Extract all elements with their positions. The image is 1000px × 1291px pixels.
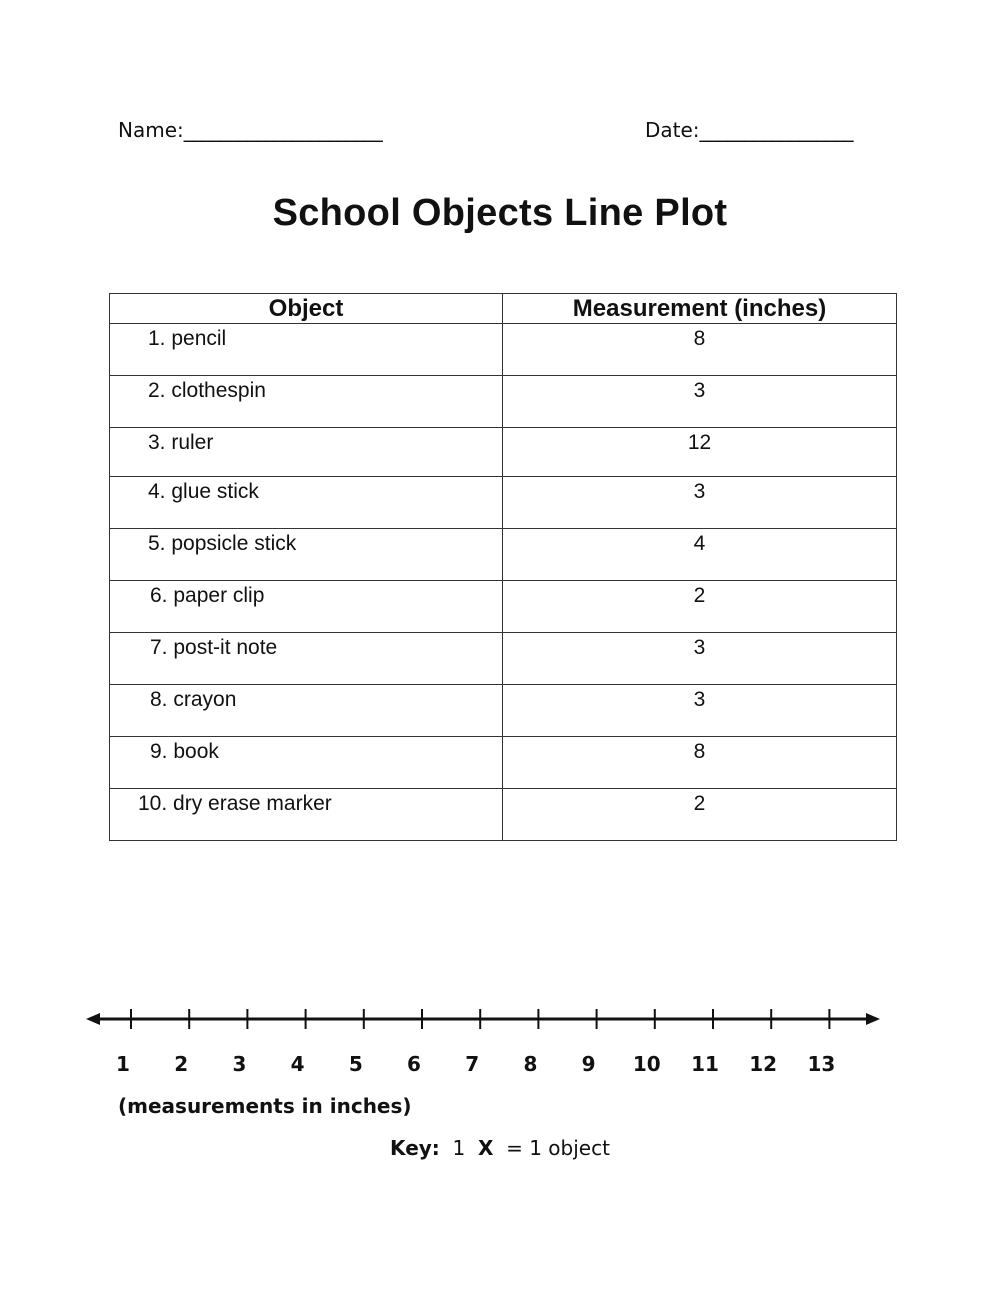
date-label: Date: xyxy=(645,118,700,142)
page-title: School Objects Line Plot xyxy=(272,192,728,234)
name-field[interactable] xyxy=(118,118,382,142)
right-arrow-icon xyxy=(866,1013,880,1025)
object-cell: 5. popsicle stick xyxy=(110,529,503,581)
axis-label: (measurements in inches) xyxy=(118,1094,412,1118)
tick-label-4: 4 xyxy=(290,1052,305,1076)
measurement-cell: 3 xyxy=(503,477,897,529)
object-cell: 10. dry erase marker xyxy=(110,789,503,841)
measurement-cell: 2 xyxy=(503,581,897,633)
object-cell: 3. ruler xyxy=(110,428,503,477)
tick-label-9: 9 xyxy=(581,1052,596,1076)
table-row xyxy=(110,789,897,841)
object-cell: 1. pencil xyxy=(110,324,503,376)
measurement-cell: 3 xyxy=(503,376,897,428)
table-row xyxy=(110,529,897,581)
key-count: 1 xyxy=(452,1136,466,1160)
header-measurement: Measurement (inches) xyxy=(503,294,897,324)
table-row xyxy=(110,324,897,376)
tick-label-8: 8 xyxy=(523,1052,538,1076)
tick-label-12: 12 xyxy=(749,1052,778,1076)
table-row xyxy=(110,737,897,789)
tick-label-11: 11 xyxy=(691,1052,719,1076)
plot-key xyxy=(0,1136,1000,1160)
tick-label-6: 6 xyxy=(407,1052,421,1076)
object-cell: 9. book xyxy=(110,737,503,789)
measurement-cell: 8 xyxy=(503,737,897,789)
table-row xyxy=(110,376,897,428)
table-row xyxy=(110,428,897,477)
number-line xyxy=(0,990,1000,1090)
tick-label-3: 3 xyxy=(232,1052,247,1076)
tick-label-13: 13 xyxy=(807,1052,836,1076)
object-cell: 8. crayon xyxy=(110,685,503,737)
measurement-cell: 2 xyxy=(503,789,897,841)
object-cell: 6. paper clip xyxy=(110,581,503,633)
tick-label-7: 7 xyxy=(465,1052,480,1076)
date-field[interactable] xyxy=(645,118,853,142)
measurement-cell: 3 xyxy=(503,633,897,685)
left-arrow-icon xyxy=(86,1013,100,1025)
measurement-cell: 8 xyxy=(503,324,897,376)
object-cell: 2. clothespin xyxy=(110,376,503,428)
tick-label-1: 1 xyxy=(116,1052,130,1076)
key-label: Key: xyxy=(390,1136,440,1160)
table-row xyxy=(110,581,897,633)
measurement-cell: 12 xyxy=(503,428,897,477)
tick-label-10: 10 xyxy=(632,1052,661,1076)
measurement-table xyxy=(109,293,897,841)
object-cell: 4. glue stick xyxy=(110,477,503,529)
name-line[interactable]: ______________________ xyxy=(183,118,382,142)
tick-label-2: 2 xyxy=(174,1052,189,1076)
name-label: Name: xyxy=(118,118,184,142)
measurement-cell: 4 xyxy=(503,529,897,581)
key-symbol: X xyxy=(477,1136,494,1160)
object-cell: 7. post-it note xyxy=(110,633,503,685)
date-line[interactable]: _________________ xyxy=(699,118,853,142)
table-header-row xyxy=(110,294,897,324)
table-row xyxy=(110,685,897,737)
table-row xyxy=(110,633,897,685)
key-meaning: = 1 object xyxy=(506,1136,610,1160)
header-object: Object xyxy=(110,294,503,324)
measurement-cell: 3 xyxy=(503,685,897,737)
table-row xyxy=(110,477,897,529)
tick-label-5: 5 xyxy=(348,1052,363,1076)
